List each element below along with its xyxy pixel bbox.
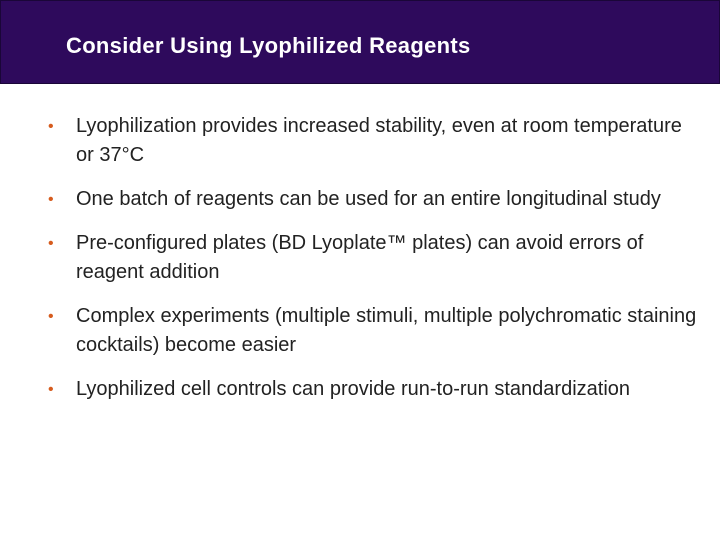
bullet-text: Pre-configured plates (BD Lyoplate™ plates) can avoid errors of reagent addition	[76, 232, 644, 283]
bullet-list	[48, 112, 698, 419]
bullet-item	[48, 185, 698, 214]
bullet-icon: •	[48, 381, 54, 398]
bullet-item	[48, 112, 698, 170]
bullet-item	[48, 302, 698, 360]
slide-title: Consider Using Lyophilized Reagents	[66, 33, 471, 58]
bullet-text: Complex experiments (multiple stimuli, multiple polychromatic staining cocktails) become easier	[76, 305, 697, 356]
bullet-item	[48, 375, 698, 404]
bullet-icon: •	[48, 118, 54, 135]
bullet-item	[48, 229, 698, 287]
title-bar	[0, 0, 720, 84]
bullet-text: One batch of reagents can be used for an entire longitudinal study	[76, 188, 661, 210]
bullet-text: Lyophilized cell controls can provide run-to-run standardization	[76, 378, 631, 400]
bullet-icon: •	[48, 191, 54, 208]
bullet-icon: •	[48, 308, 54, 325]
bullet-icon: •	[48, 235, 54, 252]
bullet-text: Lyophilization provides increased stability, even at room temperature or 37°C	[76, 115, 682, 166]
